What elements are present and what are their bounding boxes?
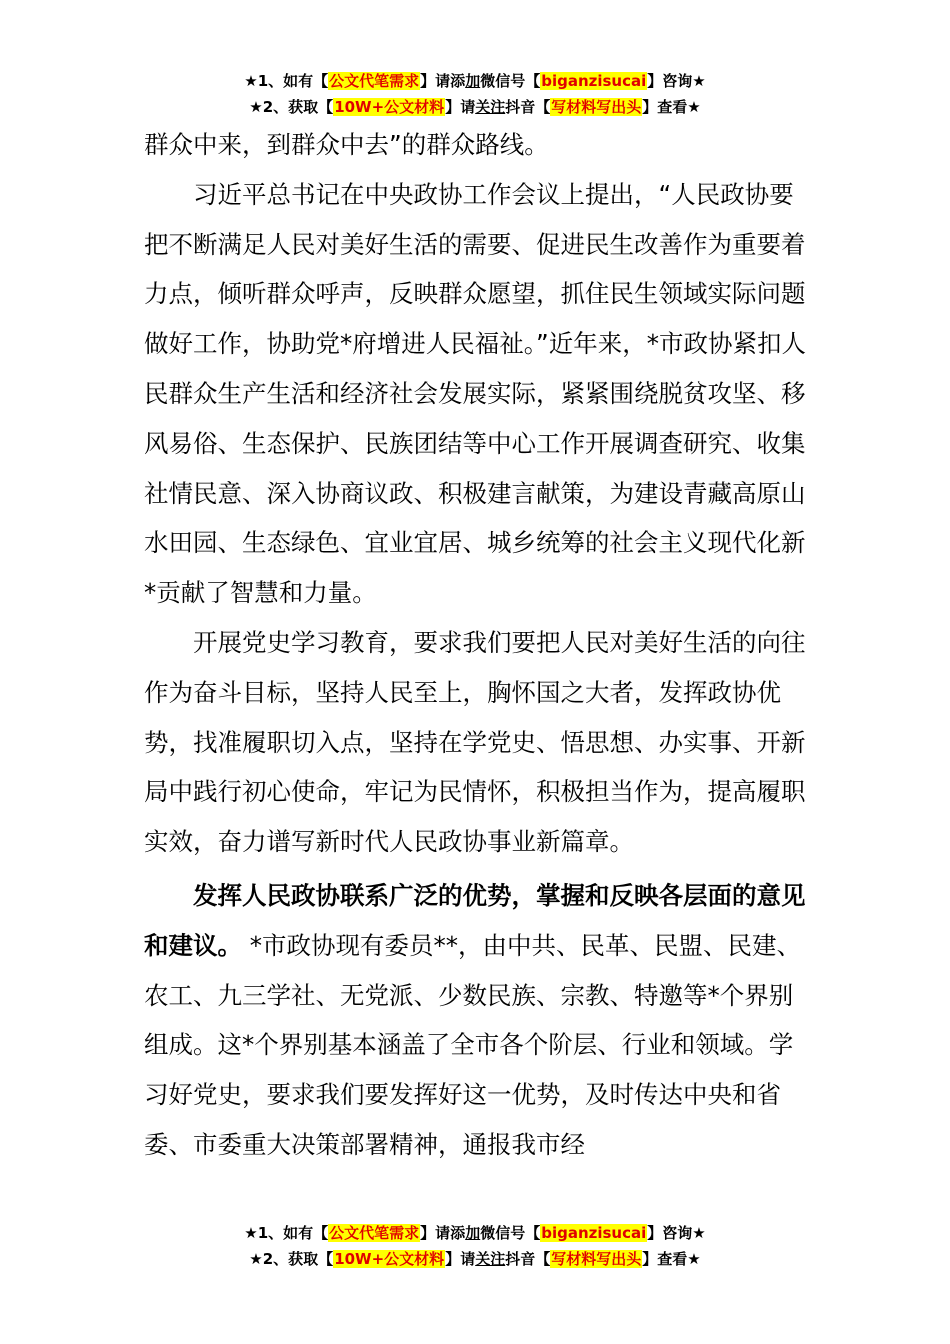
paragraph-1: 群众中来，到群众中去”的群众路线。 [144, 130, 549, 159]
highlight-wechat-id: biganzisucai [541, 1224, 647, 1242]
paragraph-4-heading: 发挥人民政协联系广泛的优势，掌握和反映各层面的意见和建议。 [144, 880, 806, 960]
header-banner [0, 68, 950, 120]
footer-banner [0, 1220, 950, 1272]
paragraph-4-text: *市政协现有委员**，由中共、民革、民盟、民建、农工、九三学社、无党派、少数民族、宗教、特邀等*个界别组成。这*个界别基本涵盖了全市各个阶层、行业和领域。学习好党史，要求我们要发挥好这一优势，及时传达中央和省委、市委重大决策部署精神，通报我市经 [144, 930, 802, 1159]
banner-line-1: ★1、如有【公文代笔需求】请添加微信号【biganzisucai】咨询★ [244, 72, 706, 90]
footer-line-1: ★1、如有【公文代笔需求】请添加微信号【biganzisucai】咨询★ [244, 1224, 706, 1242]
document-body [144, 120, 808, 1170]
highlight-service: 公文代笔需求 [329, 1224, 420, 1242]
paragraph-2: 习近平总书记在中央政协工作会议上提出，“人民政协要把不断满足人民对美好生活的需要、促进民生改善作为重要着力点，倾听群众呼声，反映群众愿望，抓住民生领域实际问题做好工作，协助党*府增进人民福祉。”近年来，*市政协紧扣人民群众生产生活和经济社会发展实际，紧紧围绕脱贫攻坚、移风易俗、生态保护、民族团结等中心工作开展调查研究、收集社情民意、深入协商议政、积极建言献策，为建设青藏高原山水田园、生态绿色、宜业宜居、城乡统筹的社会主义现代化新*贡献了智慧和力量。 [144, 179, 806, 608]
highlight-materials: 10W+公文材料 [334, 1250, 445, 1268]
highlight-service: 公文代笔需求 [329, 72, 420, 90]
paragraph-4 [144, 871, 808, 1170]
highlight-materials: 10W+公文材料 [334, 98, 445, 116]
banner-line-2: ★2、获取【10W+公文材料】请关注抖音【写材料写出头】查看★ [249, 98, 701, 116]
footer-line-2: ★2、获取【10W+公文材料】请关注抖音【写材料写出头】查看★ [249, 1250, 701, 1268]
highlight-wechat-id: biganzisucai [541, 72, 647, 90]
highlight-douyin-id: 写材料写出头 [551, 1250, 642, 1268]
paragraph-3: 开展党史学习教育，要求我们要把人民对美好生活的向往作为奋斗目标，坚持人民至上，胸怀国之大者，发挥政协优势，找准履职切入点，坚持在学党史、悟思想、办实事、开新局中践行初心使命，牢记为民情怀，积极担当作为，提高履职实效，奋力谱写新时代人民政协事业新篇章。 [144, 627, 806, 857]
highlight-douyin-id: 写材料写出头 [551, 98, 642, 116]
